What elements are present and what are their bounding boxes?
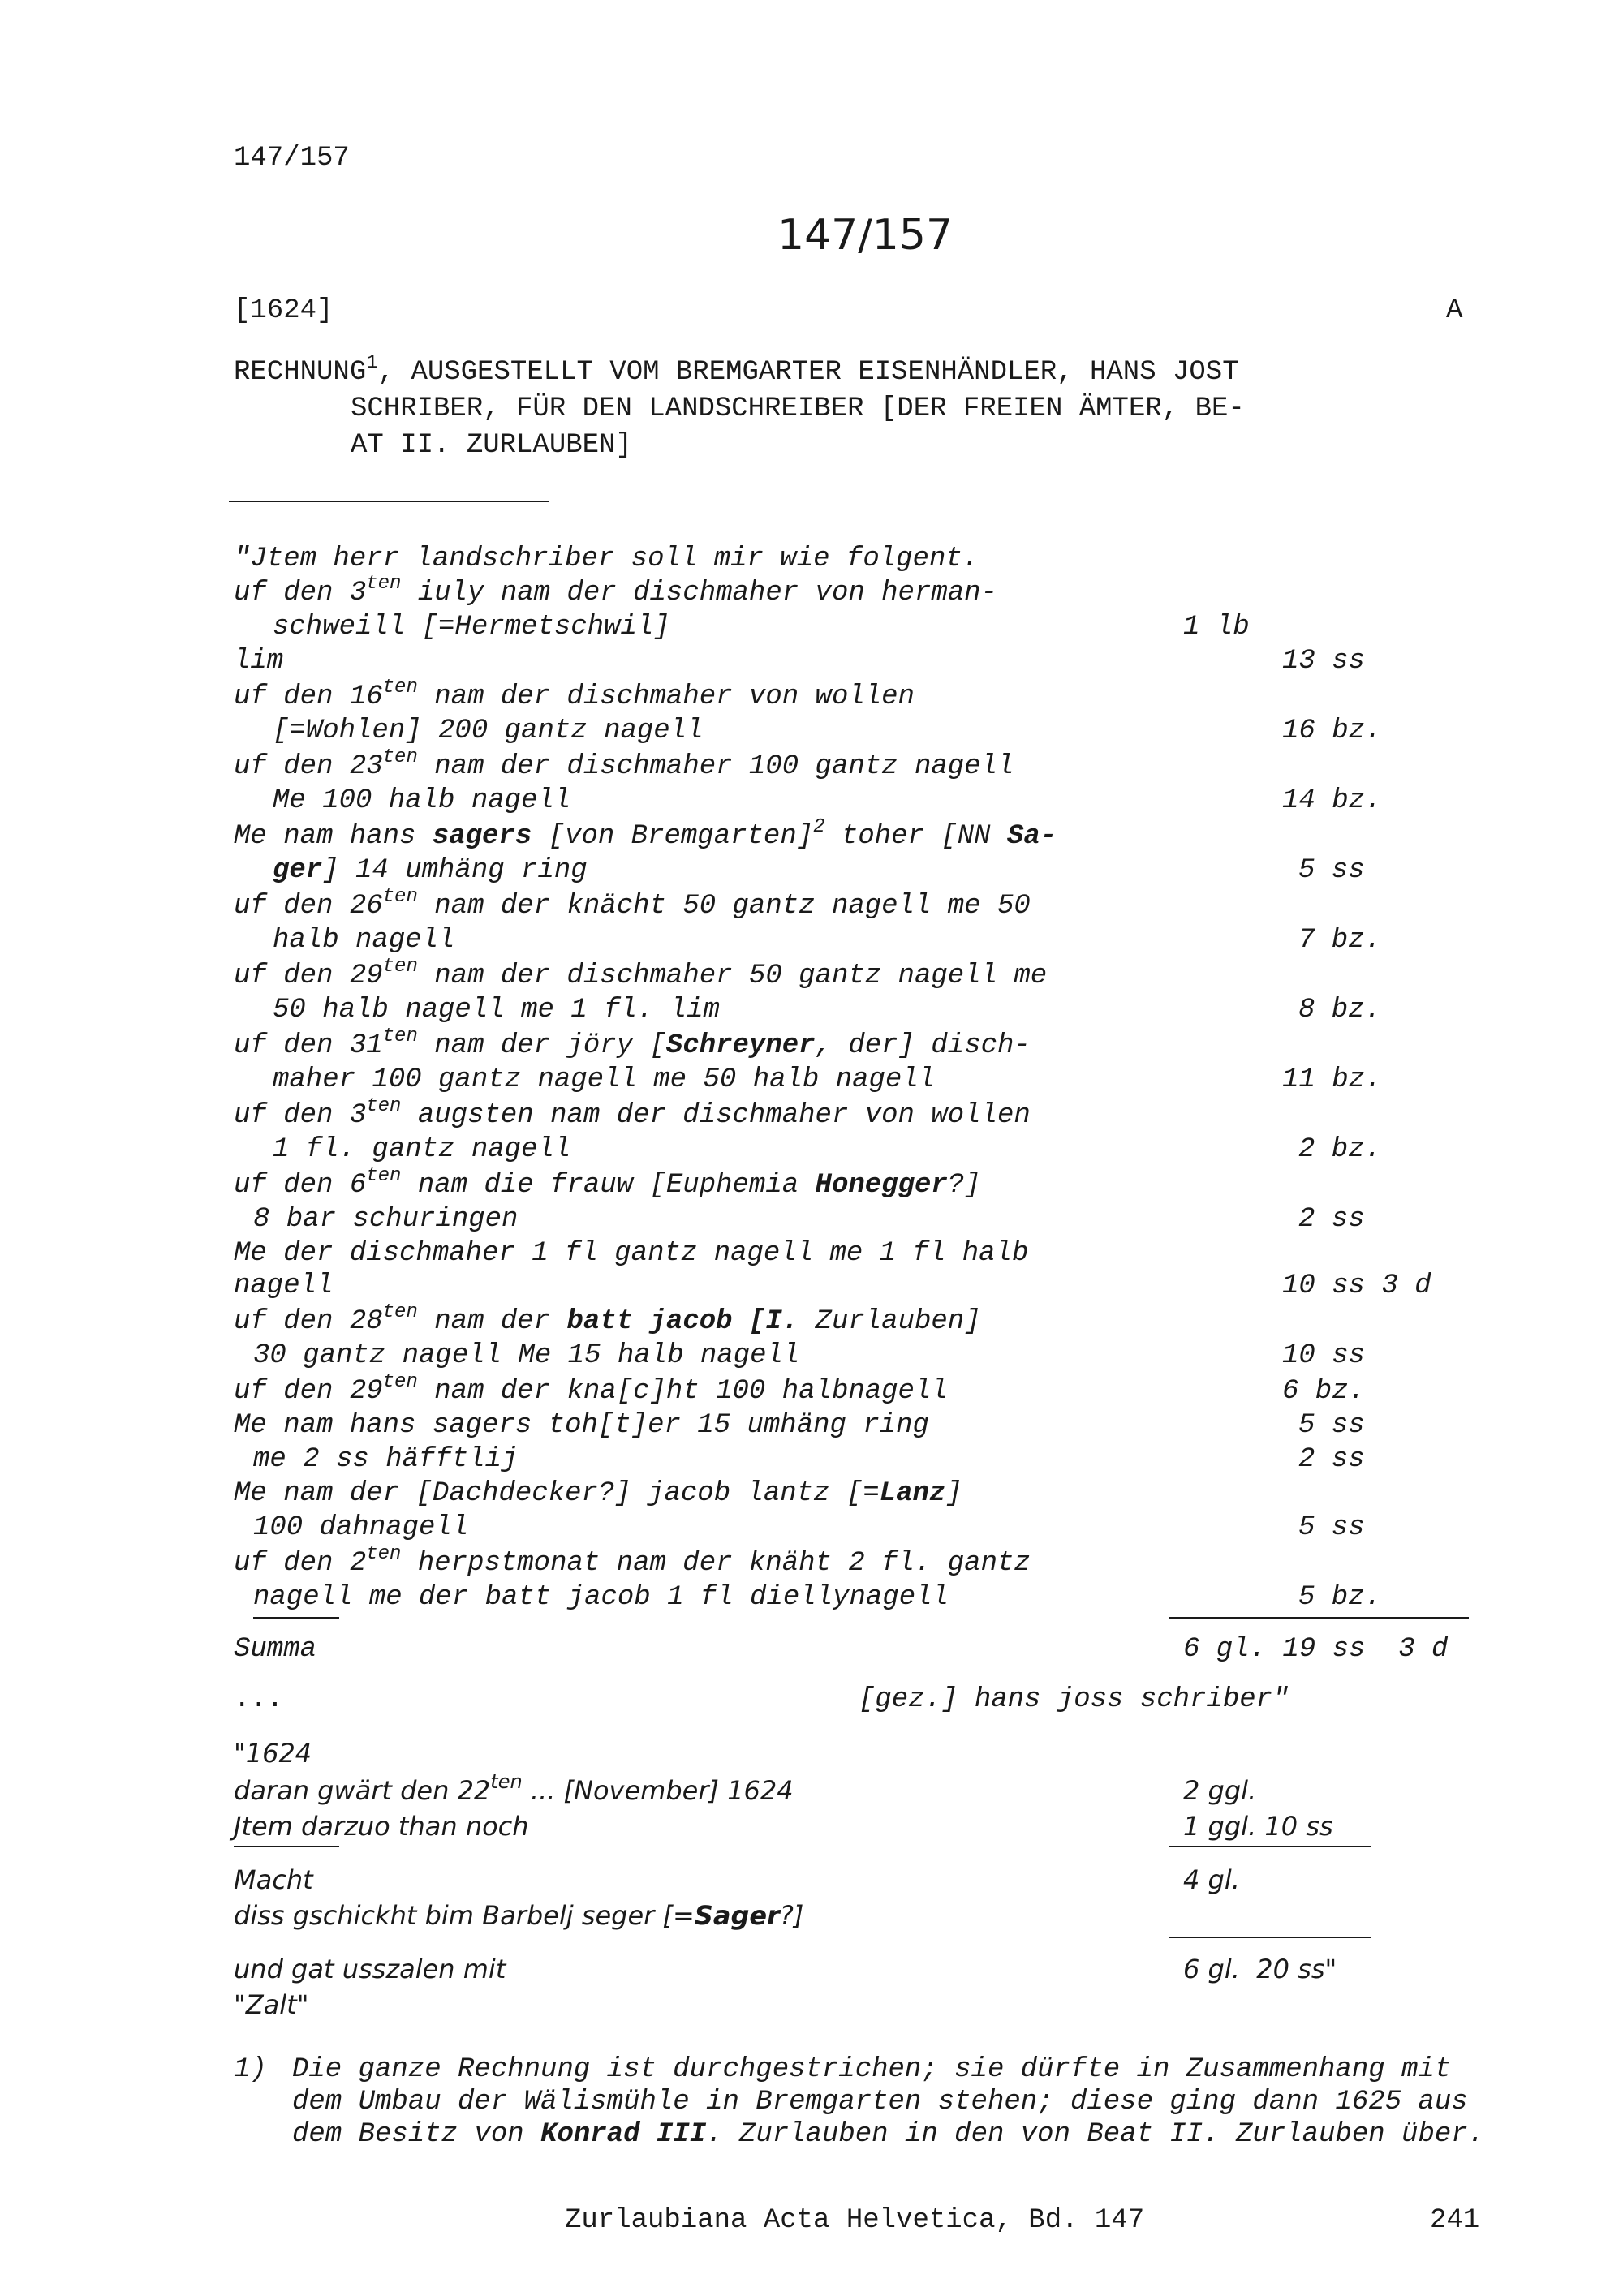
- title-divider: [229, 501, 549, 502]
- title-word: RECHNUNG: [234, 357, 367, 388]
- entry-line: [234, 573, 997, 608]
- entry-text: nam der dischmaher 50 gantz nagell me: [417, 961, 1048, 991]
- footnote-line-3: [292, 2119, 1484, 2150]
- entry-text: uf den 3: [234, 578, 367, 608]
- entry-text: Zurlauben]: [799, 1306, 981, 1337]
- ordinal-suffix: ten: [382, 1371, 418, 1393]
- note-sum-rule: [1169, 1846, 1371, 1847]
- entry-line: [234, 1165, 981, 1201]
- entry-line: "Jtem herr landschriber soll mir wie folgent.: [234, 544, 979, 574]
- entry-text: ]: [945, 1478, 962, 1509]
- entry-line: [234, 1543, 1031, 1579]
- entry-text: uf den 31: [234, 1030, 383, 1061]
- entry-text: iuly nam der dischmaher von herman-: [401, 578, 997, 608]
- entry-amount: 5 bz.: [1298, 1582, 1382, 1613]
- note-text: daran gwärt den 22: [234, 1775, 491, 1806]
- ordinal-suffix: ten: [382, 956, 418, 978]
- title-line-3: AT II. ZURLAUBEN]: [351, 430, 632, 461]
- entry-text: uf den 26: [234, 891, 383, 922]
- sum-rule: [1169, 1617, 1469, 1619]
- entry-amount: 5 ss: [1298, 1410, 1365, 1441]
- entry-text: herpstmonat nam der knäht 2 fl. gantz: [401, 1548, 1031, 1579]
- note-paid: und gat usszalen mit: [234, 1954, 506, 1984]
- entry-line: Me der dischmaher 1 fl gantz nagell me 1 fl halb: [234, 1238, 1029, 1269]
- entry-line: [234, 1371, 948, 1407]
- entry-text: Me nam hans: [234, 821, 433, 852]
- person-name: Schreyner: [665, 1030, 816, 1061]
- entry-line: [234, 1478, 962, 1509]
- note-year: "1624: [234, 1738, 312, 1769]
- note-tick-rule: [234, 1846, 339, 1847]
- entry-text: uf den 6: [234, 1170, 367, 1201]
- person-name: batt jacob [I.: [566, 1306, 799, 1337]
- entry-amount: 7 bz.: [1298, 925, 1382, 956]
- footnote-text: dem Besitz von: [292, 2119, 541, 2150]
- entry-amount: 11 bz.: [1282, 1064, 1382, 1095]
- entry-line: [234, 1301, 981, 1337]
- note-paid-amount: 6 gl. 20 ss": [1183, 1954, 1337, 1984]
- signature: [gez.] hans joss schriber": [859, 1684, 1289, 1715]
- entry-text: nam die frauw [Euphemia: [401, 1170, 816, 1201]
- footnote-ref-1: 1: [366, 352, 378, 374]
- entry-text: nam der: [417, 1306, 567, 1337]
- entry-amount: 2 ss: [1298, 1444, 1365, 1475]
- footnote-line-2: dem Umbau der Wälismühle in Bremgarten stehen; diese ging dann 1625 aus: [292, 2087, 1468, 2118]
- note-total-rule: [1169, 1937, 1371, 1938]
- entry-amount: 8 bz.: [1298, 995, 1382, 1025]
- entry-amount: 16 bz.: [1282, 716, 1382, 746]
- entry-amount: 6 bz.: [1282, 1376, 1366, 1407]
- entry-line: 100 dahnagell: [253, 1512, 469, 1543]
- person-name: sagers: [432, 821, 532, 852]
- entry-amount: 5 ss: [1298, 855, 1365, 886]
- entry-text: nam der dischmaher 100 gantz nagell: [417, 751, 1014, 782]
- entry-amount: 14 bz.: [1282, 785, 1382, 816]
- entry-text: nam der knächt 50 gantz nagell me 50: [417, 891, 1031, 922]
- running-id: 147/157: [234, 143, 350, 174]
- note-text: diss gschickht bim Barbelj seger [=: [234, 1900, 695, 1931]
- person-name: Konrad III: [540, 2119, 707, 2150]
- ordinal-suffix: ten: [366, 573, 402, 595]
- footnote-ref-2: 2: [813, 816, 825, 838]
- entry-text: uf den 2: [234, 1548, 367, 1579]
- footer-series: Zurlaubiana Acta Helvetica, Bd. 147: [565, 2205, 1145, 2236]
- title-rest: , AUSGESTELLT VOM BREMGARTER EISENHÄNDLER, HANS JOST: [377, 357, 1239, 388]
- footnote-marker: 1): [234, 2054, 267, 2085]
- entry-text: uf den 29: [234, 1376, 383, 1407]
- entry-text: uf den 29: [234, 961, 383, 991]
- entry-line: [=Wohlen] 200 gantz nagell: [273, 716, 704, 746]
- entry-line: [234, 746, 1014, 782]
- footnote-line-1: Die ganze Rechnung ist durchgestrichen; sie dürfte in Zusammenhang mit: [292, 2054, 1452, 2085]
- entry-amount: 2 bz.: [1298, 1134, 1382, 1165]
- entry-line: [234, 816, 1057, 852]
- entry-line: [234, 956, 1048, 991]
- entry-line: me 2 ss häfftlij: [253, 1444, 519, 1475]
- note-macht: Macht: [234, 1864, 313, 1895]
- entry-line: 8 bar schuringen: [253, 1204, 519, 1235]
- entry-line: 30 gantz nagell Me 15 halb nagell: [253, 1340, 800, 1371]
- entry-text: nam der jöry [: [417, 1030, 666, 1061]
- entry-text: uf den 23: [234, 751, 383, 782]
- title-line-2: SCHRIBER, FÜR DEN LANDSCHREIBER [DER FREIEN ÄMTER, BE-: [351, 393, 1245, 424]
- ordinal-suffix: ten: [382, 677, 418, 699]
- entry-text: ] 14 umhäng ring: [322, 855, 588, 886]
- note-text: ?]: [779, 1900, 804, 1931]
- entry-text: nam der kna[c]ht 100 halbnagell: [417, 1376, 948, 1407]
- note-sent: [234, 1900, 803, 1931]
- ordinal-suffix: ten: [490, 1770, 523, 1793]
- entry-line: Me nam hans sagers toh[t]er 15 umhäng ring: [234, 1410, 929, 1441]
- entry-text: , der] disch-: [815, 1030, 1031, 1061]
- document-letter: A: [1446, 295, 1463, 326]
- entry-text: Me nam der [Dachdecker?] jacob lantz [=: [234, 1478, 880, 1509]
- summa-amount: 6 gl. 19 ss 3 d: [1183, 1634, 1449, 1665]
- entry-text: toher [NN: [824, 821, 1007, 852]
- note-line-2: Jtem darzuo than noch: [234, 1811, 529, 1842]
- note-amount-1: 2 ggl.: [1183, 1775, 1257, 1806]
- entry-line: nagell me der batt jacob 1 fl diellynagell: [253, 1582, 949, 1613]
- entry-line: 1 fl. gantz nagell: [273, 1134, 571, 1165]
- entry-amount: 5 ss: [1298, 1512, 1365, 1543]
- note-text: ... [November] 1624: [522, 1775, 794, 1806]
- entry-line: [234, 1095, 1031, 1131]
- entry-text: ?]: [947, 1170, 981, 1201]
- ordinal-suffix: ten: [382, 1301, 418, 1323]
- entry-line: nagell: [234, 1271, 334, 1301]
- note-line-1: [234, 1770, 794, 1806]
- note-macht-amount: 4 gl.: [1183, 1864, 1240, 1895]
- entry-amount: 10 ss: [1282, 1340, 1366, 1371]
- entry-line: [273, 855, 588, 886]
- entry-text: uf den 28: [234, 1306, 383, 1337]
- ordinal-suffix: ten: [366, 1543, 402, 1565]
- entry-line: 50 halb nagell me 1 fl. lim: [273, 995, 720, 1025]
- document-number: 147/157: [777, 211, 954, 260]
- entry-line: [234, 886, 1031, 922]
- footnote-text: . Zurlauben in den von Beat II. Zurlauben über.: [706, 2119, 1485, 2150]
- tick-rule: [253, 1617, 339, 1619]
- document-date: [1624]: [234, 295, 334, 326]
- ordinal-suffix: ten: [382, 886, 418, 908]
- person-name: Lanz: [879, 1478, 946, 1509]
- person-name: ger: [273, 855, 323, 886]
- entry-text: nam der dischmaher von wollen: [417, 681, 915, 712]
- entry-line: schweill [=Hermetschwil]: [273, 612, 670, 643]
- entry-amount: 2 ss: [1298, 1204, 1365, 1235]
- ordinal-suffix: ten: [366, 1095, 402, 1117]
- entry-line: halb nagell: [273, 925, 455, 956]
- title-line-1: [234, 352, 1239, 388]
- ordinal-suffix: ten: [366, 1165, 402, 1187]
- ordinal-suffix: ten: [382, 1025, 418, 1047]
- entry-line: [234, 1025, 1031, 1061]
- note-amount-2: 1 ggl. 10 ss: [1183, 1811, 1333, 1842]
- entry-line: maher 100 gantz nagell me 50 halb nagell: [273, 1064, 936, 1095]
- person-name: Honegger: [815, 1170, 948, 1201]
- ellipsis: ...: [234, 1684, 284, 1715]
- entry-text: uf den 3: [234, 1100, 367, 1131]
- summa-label: Summa: [234, 1634, 317, 1665]
- page-number: 241: [1430, 2205, 1480, 2236]
- entry-text: uf den 16: [234, 681, 383, 712]
- entry-amount: 10 ss 3 d: [1282, 1271, 1431, 1301]
- note-zalt: "Zalt": [234, 1989, 309, 2020]
- entry-text: [von Bremgarten]: [532, 821, 814, 852]
- ordinal-suffix: ten: [382, 746, 418, 768]
- entry-line: Me 100 halb nagell: [273, 785, 571, 816]
- entry-amount: 1 lb: [1183, 612, 1250, 643]
- entry-text: augsten nam der dischmaher von wollen: [401, 1100, 1031, 1131]
- entry-amount: 13 ss: [1282, 646, 1366, 677]
- entry-line: lim: [234, 646, 284, 677]
- person-name: Sager: [694, 1900, 780, 1931]
- person-name: Sa-: [1006, 821, 1057, 852]
- entry-line: [234, 677, 915, 712]
